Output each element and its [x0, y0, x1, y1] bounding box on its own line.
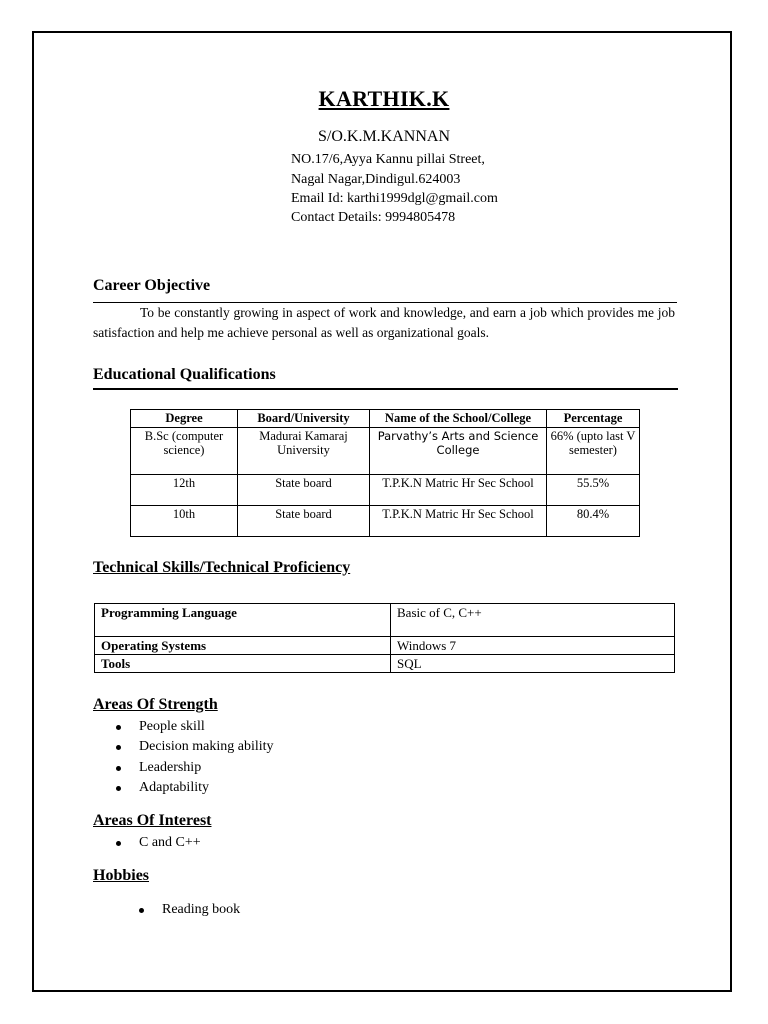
column-header: Degree	[131, 410, 238, 428]
education-divider	[93, 388, 678, 390]
education-heading: Educational Qualifications	[93, 366, 276, 383]
candidate-name: KARTHIK.K	[318, 86, 450, 111]
interest-list	[114, 833, 514, 853]
table-cell: Parvathy’s Arts and Science College	[370, 427, 547, 474]
table-row	[131, 427, 640, 474]
list-item: C and C++	[114, 833, 514, 853]
bullet-icon	[116, 766, 121, 771]
strength-list	[114, 717, 514, 798]
table-cell: 66% (upto last V semester)	[547, 427, 640, 474]
list-item: Leadership	[114, 758, 514, 778]
list-item: Adaptability	[114, 778, 514, 798]
technical-skills-table	[94, 603, 675, 673]
table-row	[95, 637, 675, 655]
column-header: Name of the School/College	[370, 410, 547, 428]
table-cell: State board	[238, 474, 370, 505]
career-objective-heading: Career Objective	[93, 277, 211, 294]
interest-heading: Areas Of Interest	[93, 812, 212, 829]
table-cell: T.P.K.N Matric Hr Sec School	[370, 505, 547, 536]
table-cell: 10th	[131, 505, 238, 536]
column-header: Percentage	[547, 410, 640, 428]
table-row	[131, 474, 640, 505]
table-cell: 12th	[131, 474, 238, 505]
education-table	[130, 409, 640, 537]
bullet-icon	[116, 786, 121, 791]
bullet-icon	[116, 841, 121, 846]
table-cell: T.P.K.N Matric Hr Sec School	[370, 474, 547, 505]
parent-name: S/O.K.M.KANNAN	[317, 128, 450, 145]
bullet-icon	[116, 725, 121, 730]
skill-category: Programming Language	[95, 604, 391, 637]
hobbies-list	[136, 900, 536, 920]
column-header: Board/University	[238, 410, 370, 428]
list-item: Decision making ability	[114, 737, 514, 757]
skill-value: Basic of C, C++	[391, 604, 675, 637]
table-cell: B.Sc (computer science)	[131, 427, 238, 474]
email-line: Email Id: karthi1999dgl@gmail.com	[291, 191, 498, 206]
hobbies-heading: Hobbies	[93, 867, 150, 884]
table-cell: 80.4%	[547, 505, 640, 536]
bullet-icon	[116, 745, 121, 750]
table-row	[131, 505, 640, 536]
skill-value: SQL	[391, 655, 675, 673]
table-cell: Madurai Kamaraj University	[238, 427, 370, 474]
table-row	[95, 655, 675, 673]
skill-category: Operating Systems	[95, 637, 391, 655]
bullet-icon	[139, 908, 144, 913]
table-cell: State board	[238, 505, 370, 536]
list-item: Reading book	[136, 900, 536, 920]
technical-skills-heading: Technical Skills/Technical Proficiency	[93, 559, 351, 576]
address-line-1: NO.17/6,Ayya Kannu pillai Street,	[291, 152, 485, 167]
table-row	[95, 604, 675, 637]
skill-category: Tools	[95, 655, 391, 673]
education-header-row	[131, 410, 640, 428]
address-line-2: Nagal Nagar,Dindigul.624003	[291, 172, 461, 187]
contact-line: Contact Details: 9994805478	[291, 210, 456, 225]
list-item: People skill	[114, 717, 514, 737]
career-objective-text: To be constantly growing in aspect of work and knowledge, and earn a job which provides me job satisfaction and help me achieve personal as well as organizational goals.	[93, 305, 675, 340]
table-cell: 55.5%	[547, 474, 640, 505]
skill-value: Windows 7	[391, 637, 675, 655]
strength-heading: Areas Of Strength	[93, 696, 218, 713]
